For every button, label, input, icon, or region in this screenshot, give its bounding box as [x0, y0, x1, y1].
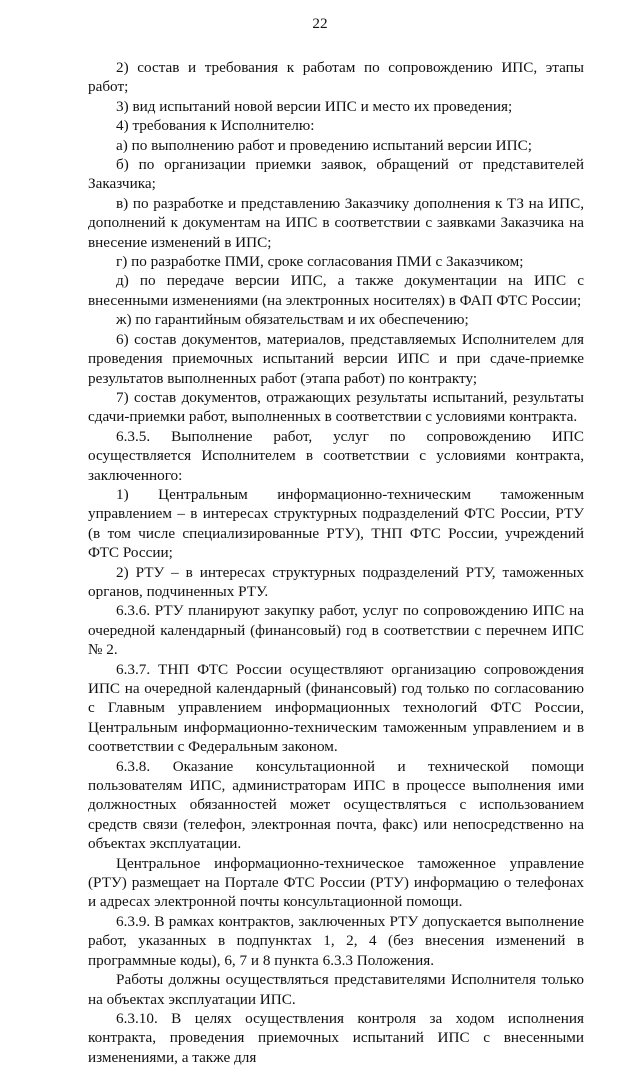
paragraph: д) по передаче версии ИПС, а также документации на ИПС с внесенными изменениями (на электронных носителях) в ФАП ФТС России;	[88, 272, 584, 309]
paragraph: ж) по гарантийным обязательствам и их обеспечению;	[116, 311, 469, 329]
page-number: 22	[312, 15, 328, 32]
paragraph: а) по выполнению работ и проведению испытаний версии ИПС;	[116, 136, 532, 154]
paragraph: 7) состав документов, отражающих результаты испытаний, результаты сдачи-приемки работ, выполненных в соответствии с условиями контракта.	[88, 388, 584, 426]
paragraph: 6.3.9. В рамках контрактов, заключенных РТУ допускается выполнение работ, указанных в подпунктах 1, 2, 4 (без внесения изменений в программные коды), 6, 7 и 8 пункта 6.3.3 Положения.	[88, 912, 584, 969]
paragraph: 4) требования к Исполнителю:	[116, 117, 315, 135]
paragraph: 6.3.8. Оказание консультационной и технической помощи пользователям ИПС, администраторам ИПС в процессе выполнения ими должностных обязанностей может осуществляться с использованием средств связи (телефон, электронная почта, факс) или непосредственно на объектах эксплуатации.	[88, 757, 584, 853]
paragraph: Центральное информационно-техническое таможенное управление (РТУ) размещает на Портале ФТС России (РТУ) информацию о телефонах и адресах электронной почты консультационной помощи.	[88, 854, 584, 911]
paragraph: 1) Центральным информационно-техническим таможенным управлением – в интересах структурных подразделений ФТС России, РТУ (в том числе специализированные РТУ), ТНП ФТС России, учреждений ФТС России;	[88, 485, 584, 562]
paragraph: 6) состав документов, материалов, представляемых Исполнителем для проведения приемочных испытаний версии ИПС и при сдаче-приемке результатов выполненных работ (этапа работ) по контракту;	[88, 330, 584, 387]
paragraph: в) по разработке и представлению Заказчику дополнения к ТЗ на ИПС, дополнений к документам на ИПС в соответствии с заявками Заказчика на внесение изменений в ИПС;	[88, 194, 584, 251]
paragraph: 6.3.7. ТНП ФТС России осуществляют организацию сопровождения ИПС на очередной календарный (финансовый) год только по согласованию с Главным управлением информационных технологий ФТС России, Центральным информационно-техническим таможенным управлением и в соответствии с Федеральным законом.	[88, 660, 584, 756]
paragraph: 6.3.10. В целях осуществления контроля за ходом исполнения контракта, проведения приемочных испытаний ИПС с внесенными изменениями, а также для	[88, 1009, 584, 1066]
paragraph: 6.3.5. Выполнение работ, услуг по сопровождению ИПС осуществляется Исполнителем в соответствии с условиями контракта, заключенного:	[88, 427, 584, 484]
paragraph: 3) вид испытаний новой версии ИПС и место их проведения;	[116, 97, 513, 115]
paragraph: 2) РТУ – в интересах структурных подразделений РТУ, таможенных органов, подчиненных РТУ.	[88, 563, 584, 600]
paragraph: 2) состав и требования к работам по сопровождению ИПС, этапы работ;	[88, 59, 584, 96]
paragraph: 6.3.6. РТУ планируют закупку работ, услуг по сопровождению ИПС на очередной календарный (финансовый) год в соответствии с перечнем ИПС № 2.	[88, 602, 584, 659]
paragraph: б) по организации приемки заявок, обращений от представителей Заказчика;	[88, 156, 584, 193]
paragraph: Работы должны осуществляться представителями Исполнителя только на объектах эксплуатации ИПС.	[88, 971, 584, 1008]
page-body	[88, 58, 584, 1067]
paragraph: г) по разработке ПМИ, сроке согласования ПМИ с Заказчиком;	[116, 253, 524, 271]
